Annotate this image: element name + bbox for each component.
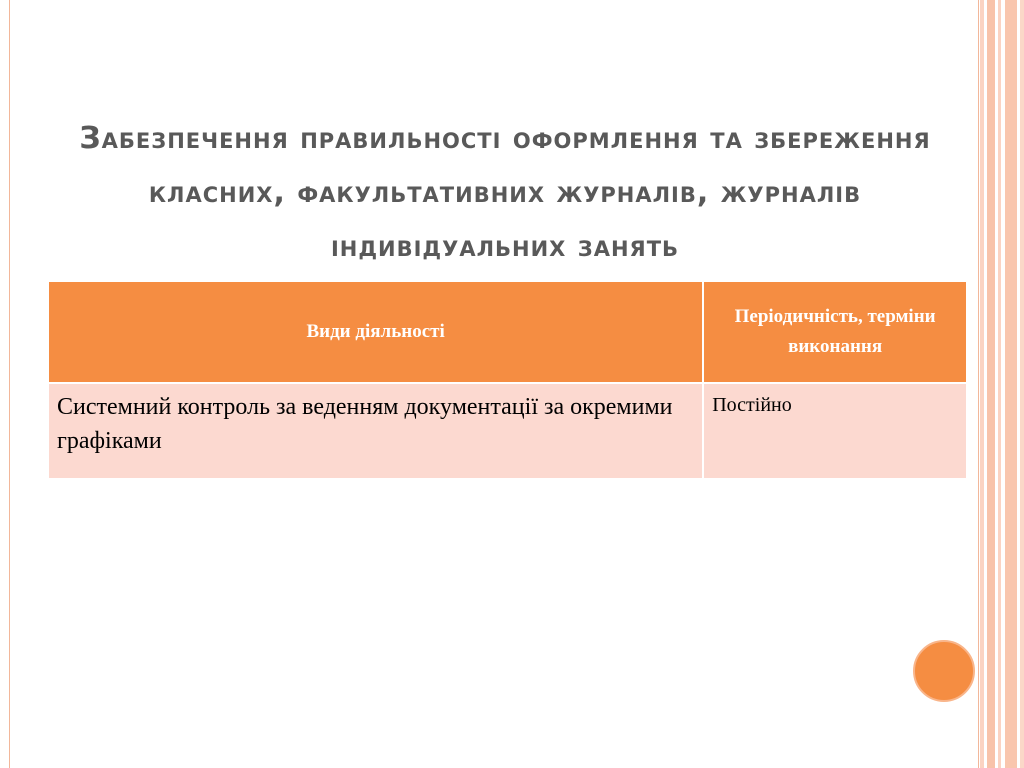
cell-activity: Системний контроль за веденням документації за окремими графіками bbox=[48, 383, 703, 479]
table-header-row bbox=[48, 281, 967, 383]
slide-title: Забезпечення правильності оформлення та збереження класних, факультативних журналів, журналів індивідуальних занять bbox=[79, 121, 931, 264]
header-activity-types: Види діяльності bbox=[48, 281, 703, 383]
activity-table bbox=[47, 280, 968, 480]
header-periodicity: Періодичність, терміни виконання bbox=[703, 281, 967, 383]
table-row bbox=[48, 383, 967, 479]
decorative-stripes bbox=[980, 0, 1024, 768]
decorative-circle bbox=[913, 640, 975, 702]
cell-periodicity: Постійно bbox=[703, 383, 967, 479]
